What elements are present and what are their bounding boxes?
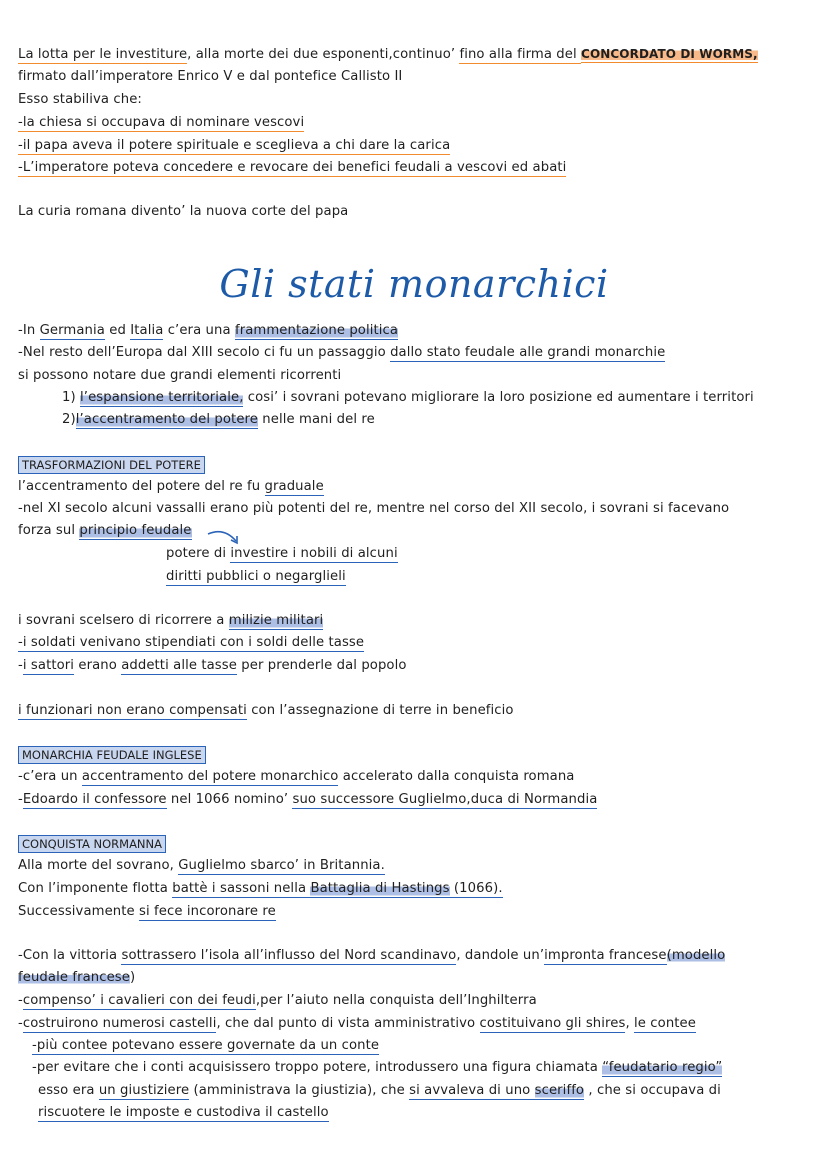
intro-line-4: -la chiesa si occupava di nominare vescovi xyxy=(18,115,305,130)
trasf-line-8: -i sattori erano addetti alle tasse per prenderle dal popolo xyxy=(18,658,407,673)
intro-line-5: -il papa aveva il potere spirituale e sceglieva a chi dare la carica xyxy=(18,138,451,153)
normanna-line-1: Alla morte del sovrano, Guglielmo sbarco’ in Britannia. xyxy=(18,858,385,873)
intro-line-1: La lotta per le investiture, alla morte dei due esponenti,continuo’ fino alla firma del CONCORDATO DI WORMS, xyxy=(18,47,758,62)
stati-line-5: 2)l’accentramento del potere nelle mani del re xyxy=(62,412,375,427)
normanna-line-2: Con l’imponente flotta battè i sassoni nella Battaglia di Hastings (1066). xyxy=(18,881,503,896)
normanna-line-9: -per evitare che i conti acquisissero troppo potere, introdussero una figura chiamata “feudatario regio” xyxy=(32,1060,723,1075)
normanna-line-5: feudale francese) xyxy=(18,970,136,985)
normanna-line-10: esso era un giustiziere (amministrava la giustizia), che si avvaleva di uno sceriffo , che si occupava di xyxy=(38,1083,721,1098)
intro-line-6: -L’imperatore poteva concedere e revocare dei benefici feudali a vescovi ed abati xyxy=(18,160,567,175)
intro-line-2: firmato dall’imperatore Enrico V e dal pontefice Callisto II xyxy=(18,69,403,84)
trasf-line-4: potere di investire i nobili di alcuni xyxy=(166,546,398,561)
trasf-line-7: -i soldati venivano stipendiati con i soldi delle tasse xyxy=(18,635,365,650)
normanna-line-11: riscuotere le imposte e custodiva il castello xyxy=(38,1105,329,1120)
trasf-line-2: -nel XI secolo alcuni vassalli erano più potenti del re, mentre nel corso del XII secolo, i sovrani si facevano xyxy=(18,501,730,516)
normanna-line-4: -Con la vittoria sottrassero l’isola all’influsso del Nord scandinavo, dandole un’impronta francese(modello xyxy=(18,948,726,963)
heading-monarchia-inglese: MONARCHIA FEUDALE INGLESE xyxy=(18,746,206,764)
stati-line-2: -Nel resto dell’Europa dal XIII secolo ci fu un passaggio dallo stato feudale alle grandi monarchie xyxy=(18,345,666,360)
heading-conquista-normanna: CONQUISTA NORMANNA xyxy=(18,835,166,853)
inglese-line-2: -Edoardo il confessore nel 1066 nomino’ suo successore Guglielmo,duca di Normandia xyxy=(18,792,598,807)
trasf-line-6: i sovrani scelsero di ricorrere a milizie militari xyxy=(18,613,324,628)
intro-line-7: La curia romana divento’ la nuova corte del papa xyxy=(18,204,349,219)
intro-line-3: Esso stabiliva che: xyxy=(18,92,142,107)
normanna-line-6: -compenso’ i cavalieri con dei feudi,per l’aiuto nella conquista dell’Inghilterra xyxy=(18,993,537,1008)
page-title: Gli stati monarchici xyxy=(219,262,609,306)
trasf-line-1: l’accentramento del potere del re fu graduale xyxy=(18,479,324,494)
stati-line-1: -In Germania ed Italia c’era una frammentazione politica xyxy=(18,323,399,338)
normanna-line-7: -costruirono numerosi castelli, che dal punto di vista amministrativo costituivano gli shires, le contee xyxy=(18,1016,696,1031)
normanna-line-3: Successivamente si fece incoronare re xyxy=(18,904,276,919)
stati-line-3: si possono notare due grandi elementi ricorrenti xyxy=(18,368,342,383)
trasf-line-3: forza sul principio feudale xyxy=(18,523,192,538)
trasf-line-9: i funzionari non erano compensati con l’assegnazione di terre in beneficio xyxy=(18,703,514,718)
normanna-line-8: -più contee potevano essere governate da un conte xyxy=(32,1038,380,1053)
heading-trasformazioni: TRASFORMAZIONI DEL POTERE xyxy=(18,456,205,474)
stati-line-4: 1) l’espansione territoriale, cosi’ i sovrani potevano migliorare la loro posizione ed aumentare i territori xyxy=(62,390,754,405)
inglese-line-1: -c’era un accentramento del potere monarchico accelerato dalla conquista romana xyxy=(18,769,575,784)
trasf-line-5: diritti pubblici o negarglieli xyxy=(166,569,346,584)
